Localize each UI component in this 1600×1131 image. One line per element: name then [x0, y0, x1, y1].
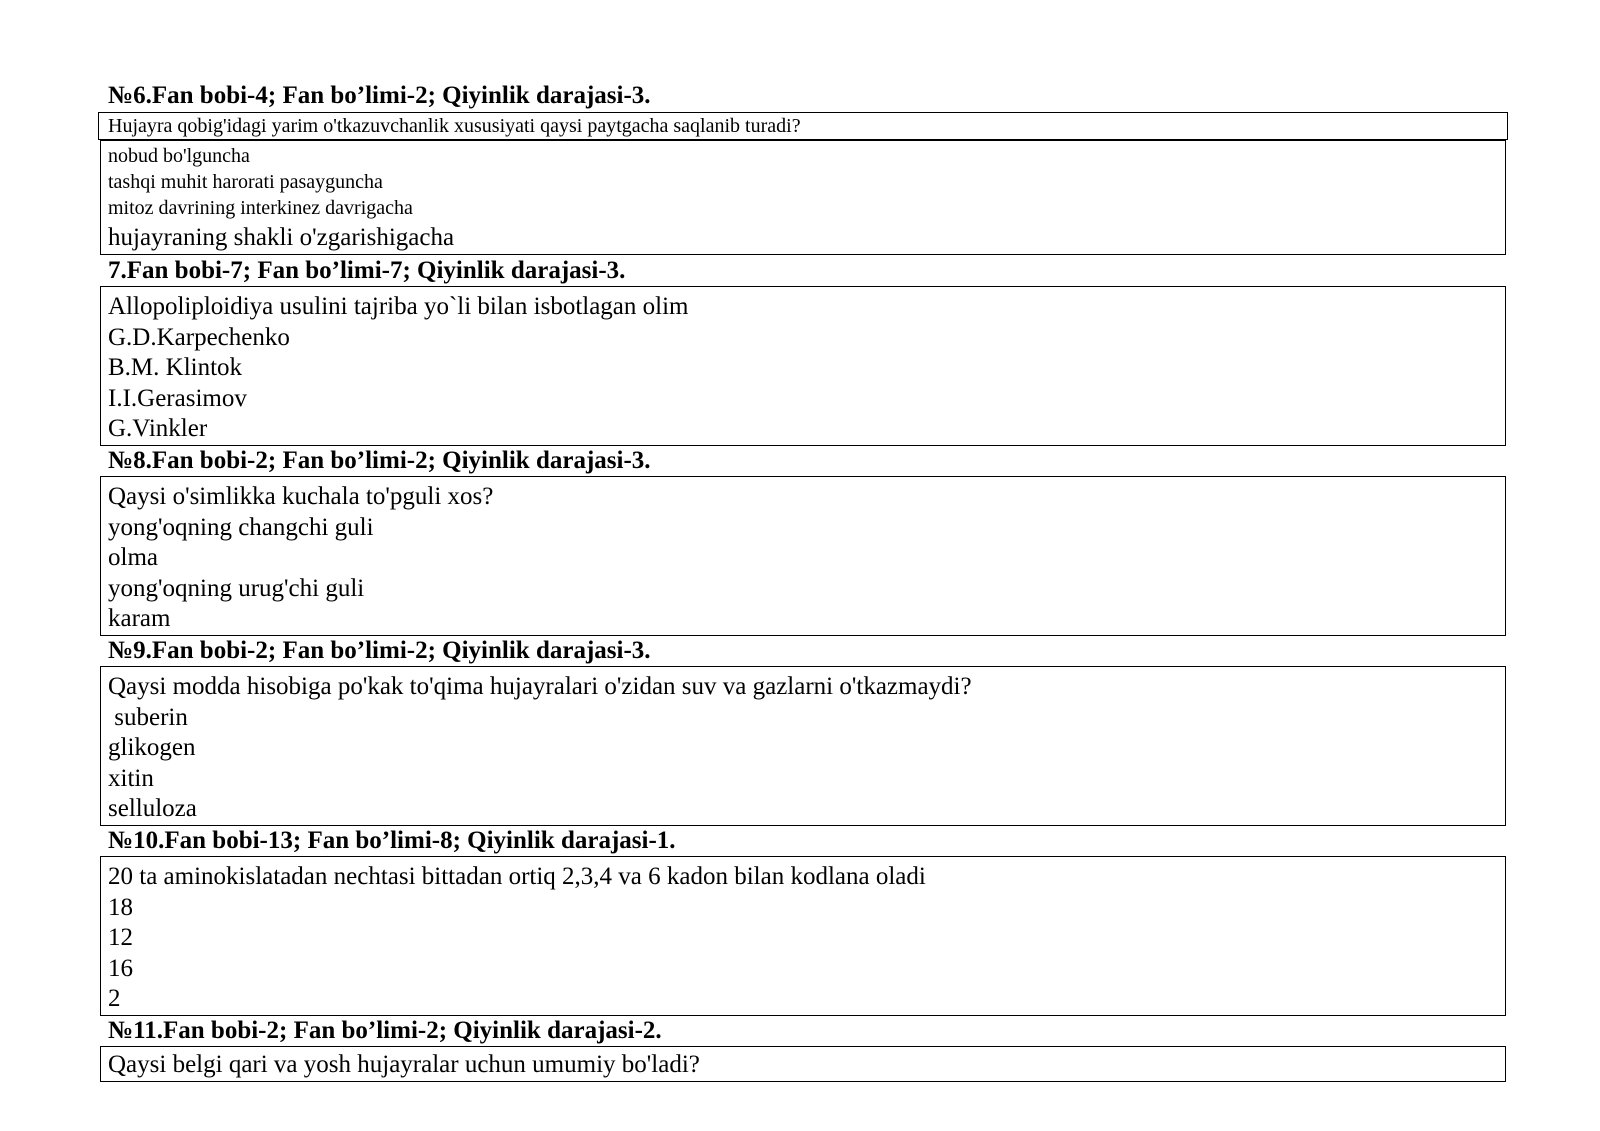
option-item: yong'oqning urug'chi guli	[108, 575, 365, 602]
option-item: B.M. Klintok	[108, 354, 243, 381]
option-item: suberin	[108, 704, 188, 731]
question-heading: №6.Fan bobi-4; Fan bo’limi-2; Qiyinlik darajasi-3.	[108, 82, 651, 109]
option-item: mitoz davrining interkinez davrigacha	[108, 197, 413, 219]
question-heading: №11.Fan bobi-2; Fan bo’limi-2; Qiyinlik darajasi-2.	[108, 1017, 662, 1044]
question-text: Qaysi o'simlikka kuchala to'pguli xos?	[108, 483, 494, 510]
option-item: xitin	[108, 765, 154, 792]
question-text: Allopoliploidiya usulini tajriba yo`li bilan isbotlagan olim	[108, 293, 689, 320]
option-item: I.I.Gerasimov	[108, 385, 247, 412]
option-item: 2	[108, 985, 121, 1012]
option-item: 16	[108, 955, 133, 982]
option-item: tashqi muhit harorati pasayguncha	[108, 171, 383, 193]
option-item: selluloza	[108, 795, 197, 822]
option-item: G.D.Karpechenko	[108, 324, 290, 351]
option-item: G.Vinkler	[108, 415, 208, 442]
question-heading: №9.Fan bobi-2; Fan bo’limi-2; Qiyinlik darajasi-3.	[108, 637, 651, 664]
option-item: 18	[108, 894, 133, 921]
question-heading: №8.Fan bobi-2; Fan bo’limi-2; Qiyinlik darajasi-3.	[108, 447, 651, 474]
question-heading: №10.Fan bobi-13; Fan bo’limi-8; Qiyinlik darajasi-1.	[108, 827, 676, 854]
option-item: olma	[108, 544, 158, 571]
question-text: 20 ta aminokislatadan nechtasi bittadan ortiq 2,3,4 va 6 kadon bilan kodlana oladi	[108, 863, 926, 890]
option-item: karam	[108, 605, 171, 632]
option-item: glikogen	[108, 734, 196, 761]
question-text: Qaysi belgi qari va yosh hujayralar uchun umumiy bo'ladi?	[108, 1051, 700, 1078]
option-item: hujayraning shakli o'zgarishigacha	[108, 224, 455, 251]
option-item: 12	[108, 924, 133, 951]
question-heading: 7.Fan bobi-7; Fan bo’limi-7; Qiyinlik darajasi-3.	[108, 257, 626, 284]
question-text: Hujayra qobig'idagi yarim o'tkazuvchanlik xususiyati qaysi paytgacha saqlanib turadi?	[108, 115, 801, 137]
question-text: Qaysi modda hisobiga po'kak to'qima hujayralari o'zidan suv va gazlarni o'tkazmaydi?	[108, 673, 972, 700]
option-item: nobud bo'lguncha	[108, 145, 250, 167]
option-item: yong'oqning changchi guli	[108, 514, 374, 541]
